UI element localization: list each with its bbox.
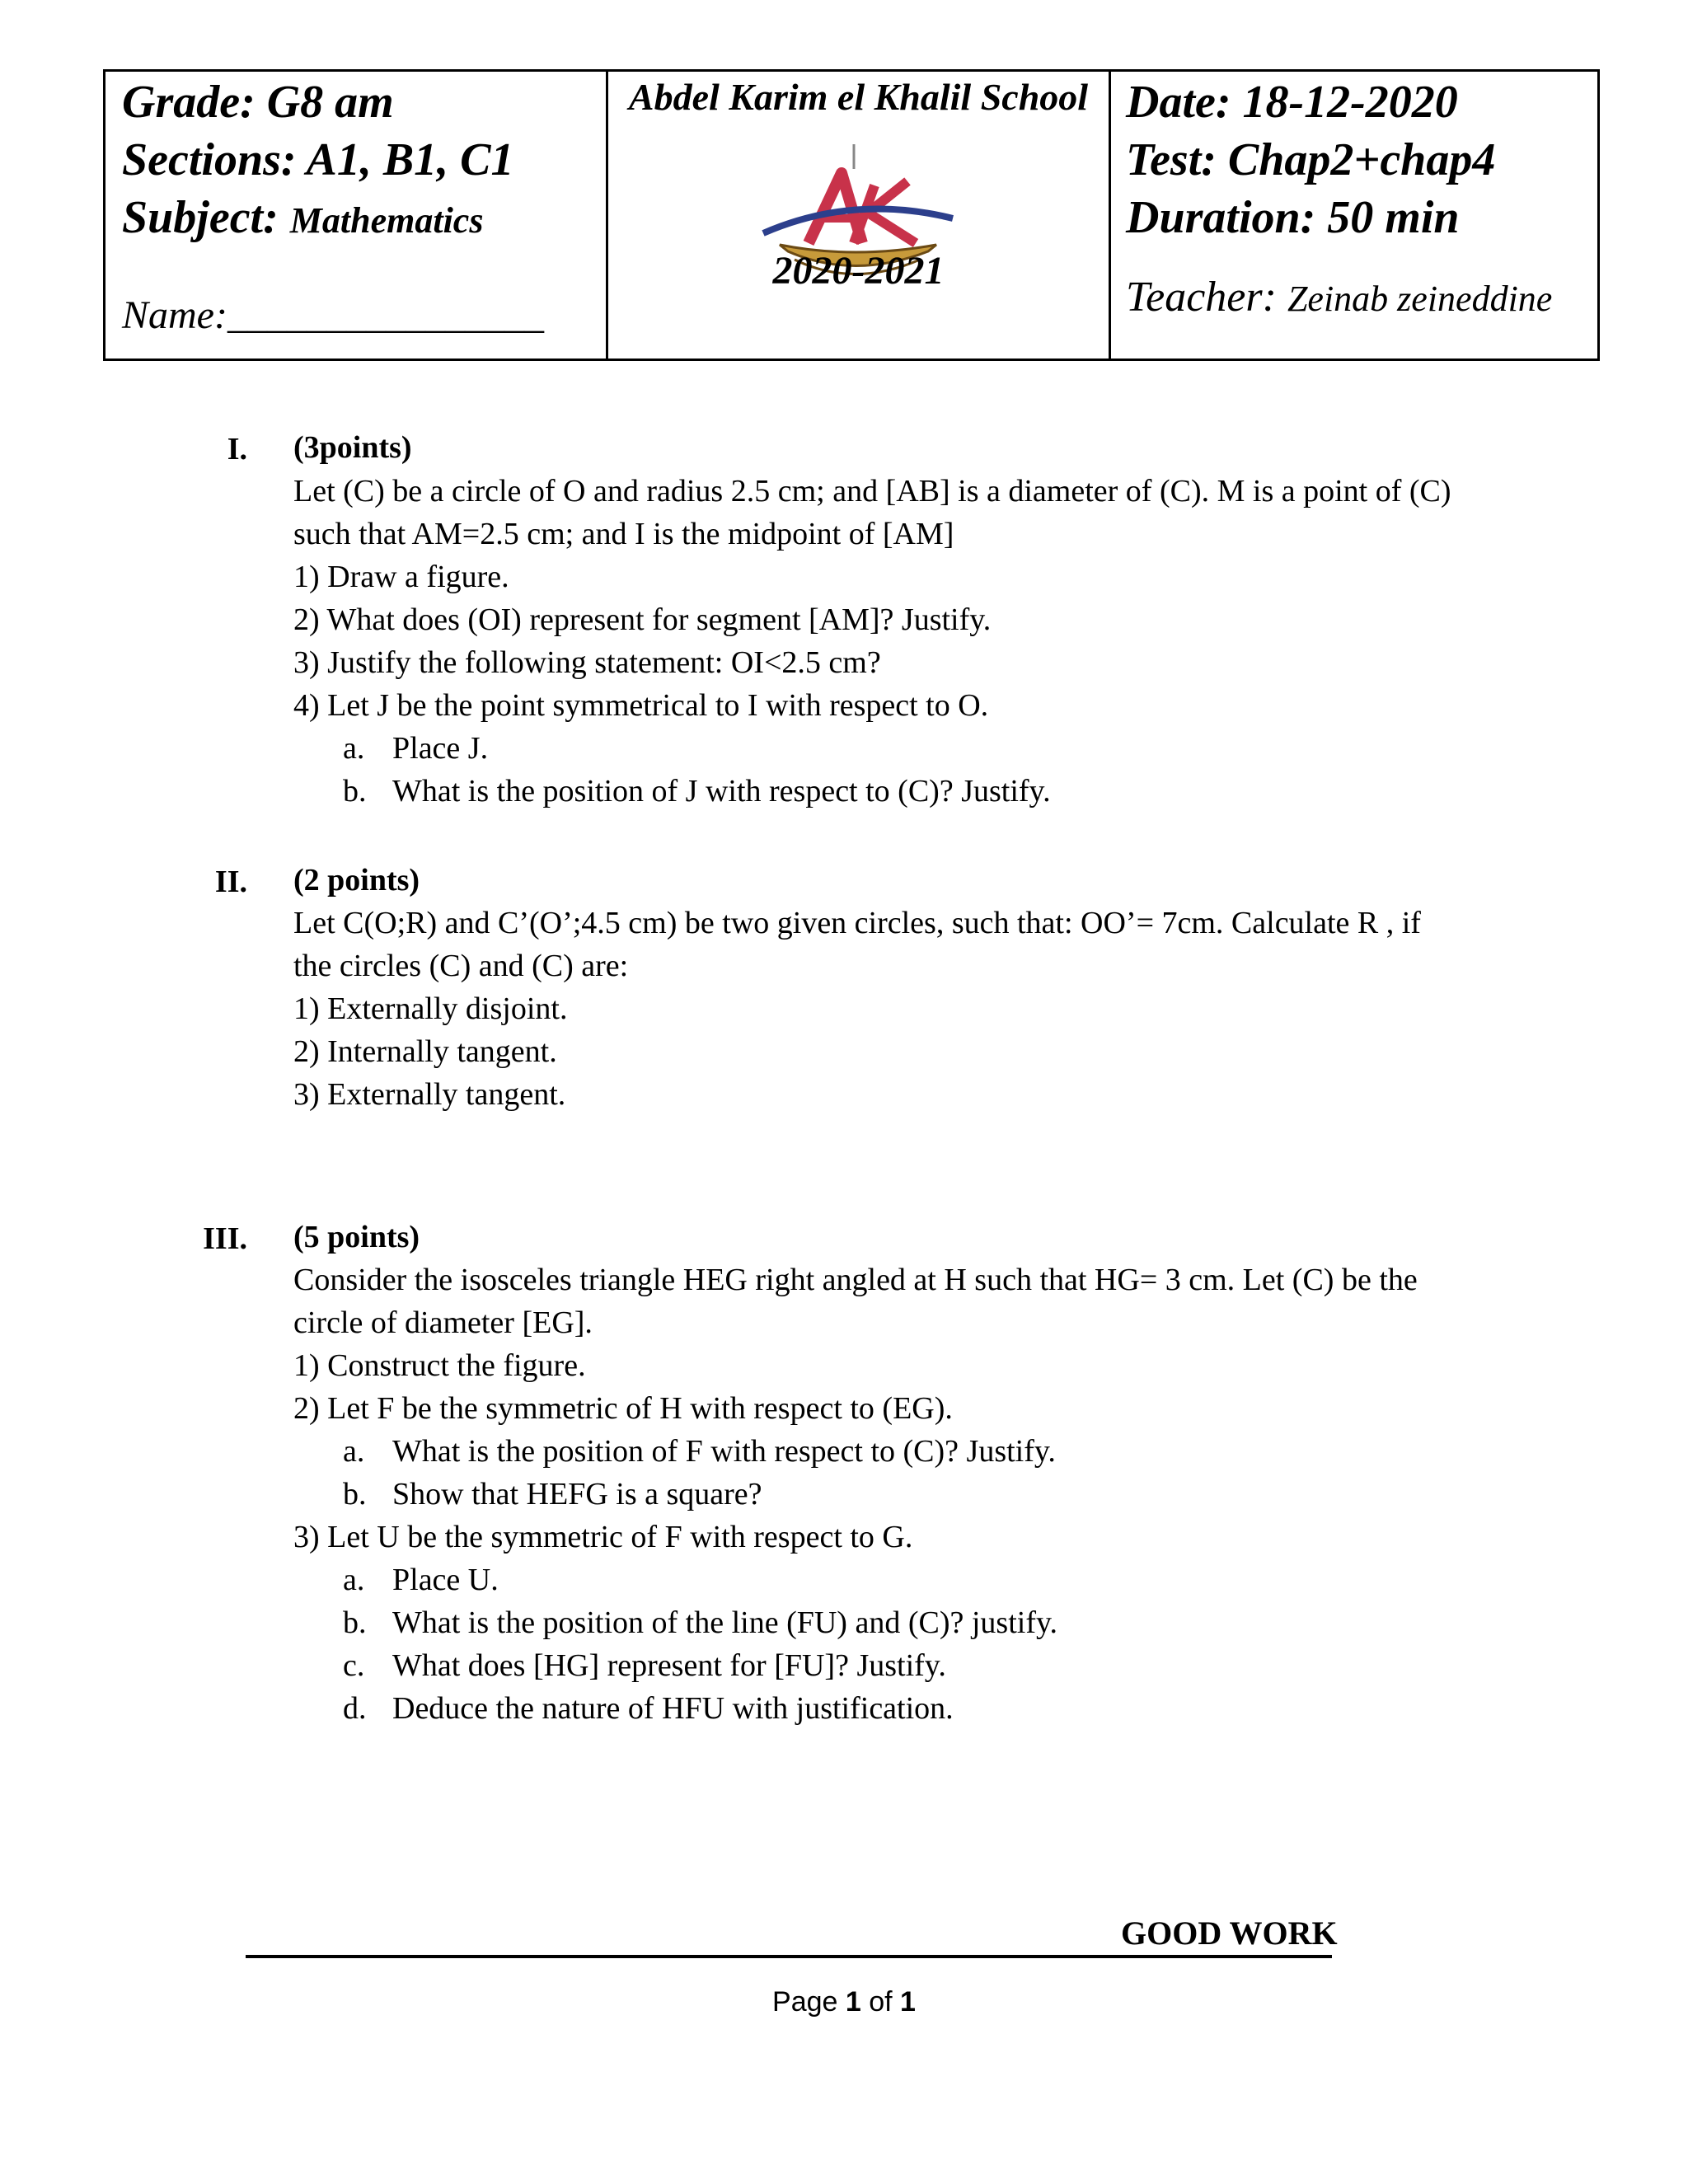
subitem-label: b. (343, 774, 367, 808)
teacher-label: Teacher: (1126, 274, 1277, 321)
closing-divider (246, 1955, 1332, 1958)
subitem-text: Deduce the nature of HFU with justification. (392, 1691, 954, 1726)
subitem-label: a. (343, 731, 365, 766)
footer-middle: of (860, 1986, 901, 2018)
sections-label: Sections: A1, B1, C1 (122, 134, 514, 185)
exercise-line: 3) Let U be the symmetric of F with respect to G. (293, 1520, 913, 1554)
date-label: Date: 18-12-2020 (1126, 77, 1458, 128)
footer-page-number: 1 (845, 1986, 861, 2018)
subitem-text: Place U. (392, 1563, 499, 1597)
footer-prefix: Page (772, 1986, 846, 2018)
exercise-line: 2) Let F be the symmetric of H with respect to (EG). (293, 1391, 953, 1426)
subject-label: Subject: (122, 192, 279, 243)
closing-message: GOOD WORK (1121, 1915, 1338, 1952)
subitem-label: c. (343, 1648, 365, 1683)
exercise-line: such that AM=2.5 cm; and I is the midpoint of [AM] (293, 517, 954, 551)
header-table (103, 69, 1600, 361)
subitem-label: b. (343, 1605, 367, 1640)
subitem-text: What is the position of the line (FU) and (C)? justify. (392, 1605, 1057, 1640)
subitem-label: a. (343, 1563, 365, 1597)
teacher-name: Zeinab zeineddine (1287, 279, 1553, 319)
subitem-text: Place J. (392, 731, 489, 766)
footer-page-total: 1 (900, 1986, 916, 2018)
page-footer (0, 1986, 1688, 2018)
name-field[interactable]: Name:________________ (122, 293, 544, 337)
exercise-line: 1) Draw a figure. (293, 560, 509, 594)
subitem-label: b. (343, 1477, 367, 1511)
header-middle-cell (608, 72, 1111, 359)
exercise-points: (5 points) (293, 1220, 420, 1254)
teacher-line (1126, 273, 1552, 321)
exercise-line: 2) What does (OI) represent for segment [AM]? Justify. (293, 602, 992, 637)
exercise-line: Let C(O;R) and C’(O’;4.5 cm) be two given circles, such that: OO’= 7cm. Calculate R , if (293, 906, 1421, 940)
exercise-number: III. (203, 1221, 247, 1256)
subitem-label: d. (343, 1691, 367, 1726)
subitem-text: What does [HG] represent for [FU]? Justify. (392, 1648, 946, 1683)
exercise-line: 1) Construct the figure. (293, 1348, 586, 1383)
school-name: Abdel Karim el Khalil School (628, 76, 1089, 118)
exercise-line: 2) Internally tangent. (293, 1034, 557, 1069)
subject-value: Mathematics (289, 200, 484, 241)
school-year: 2020-2021 (772, 249, 945, 293)
exercise-line: Let (C) be a circle of O and radius 2.5 cm; and [AB] is a diameter of (C). M is a point of (C) (293, 474, 1451, 509)
subject-line (122, 189, 606, 250)
test-label: Test: Chap2+chap4 (1126, 134, 1496, 185)
subitem-label: a. (343, 1434, 365, 1469)
header-right-cell (1111, 72, 1597, 359)
exercise-points: (3points) (293, 430, 412, 465)
duration-label: Duration: 50 min (1126, 192, 1460, 243)
header-left-cell (106, 72, 608, 359)
exercise-number: I. (227, 432, 247, 466)
exercise-line: 3) Externally tangent. (293, 1077, 566, 1112)
subitem-text: What is the position of F with respect to (C)? Justify. (392, 1434, 1056, 1469)
exercise-line: 1) Externally disjoint. (293, 991, 568, 1026)
subitem-text: Show that HEFG is a square? (392, 1477, 762, 1511)
exercise-line: 3) Justify the following statement: OI<2.5 cm? (293, 645, 881, 680)
exercise-points: (2 points) (293, 863, 420, 898)
exercise-line: circle of diameter [EG]. (293, 1305, 593, 1340)
exercise-number: II. (214, 865, 247, 899)
subitem-text: What is the position of J with respect to (C)? Justify. (392, 774, 1051, 808)
exercise-line: the circles (C) and (C) are: (293, 949, 629, 983)
exercise-line: 4) Let J be the point symmetrical to I with respect to O. (293, 688, 989, 723)
exercise-line: Consider the isosceles triangle HEG right angled at H such that HG= 3 cm. Let (C) be the (293, 1263, 1418, 1297)
grade-label: Grade: G8 am (122, 77, 394, 128)
